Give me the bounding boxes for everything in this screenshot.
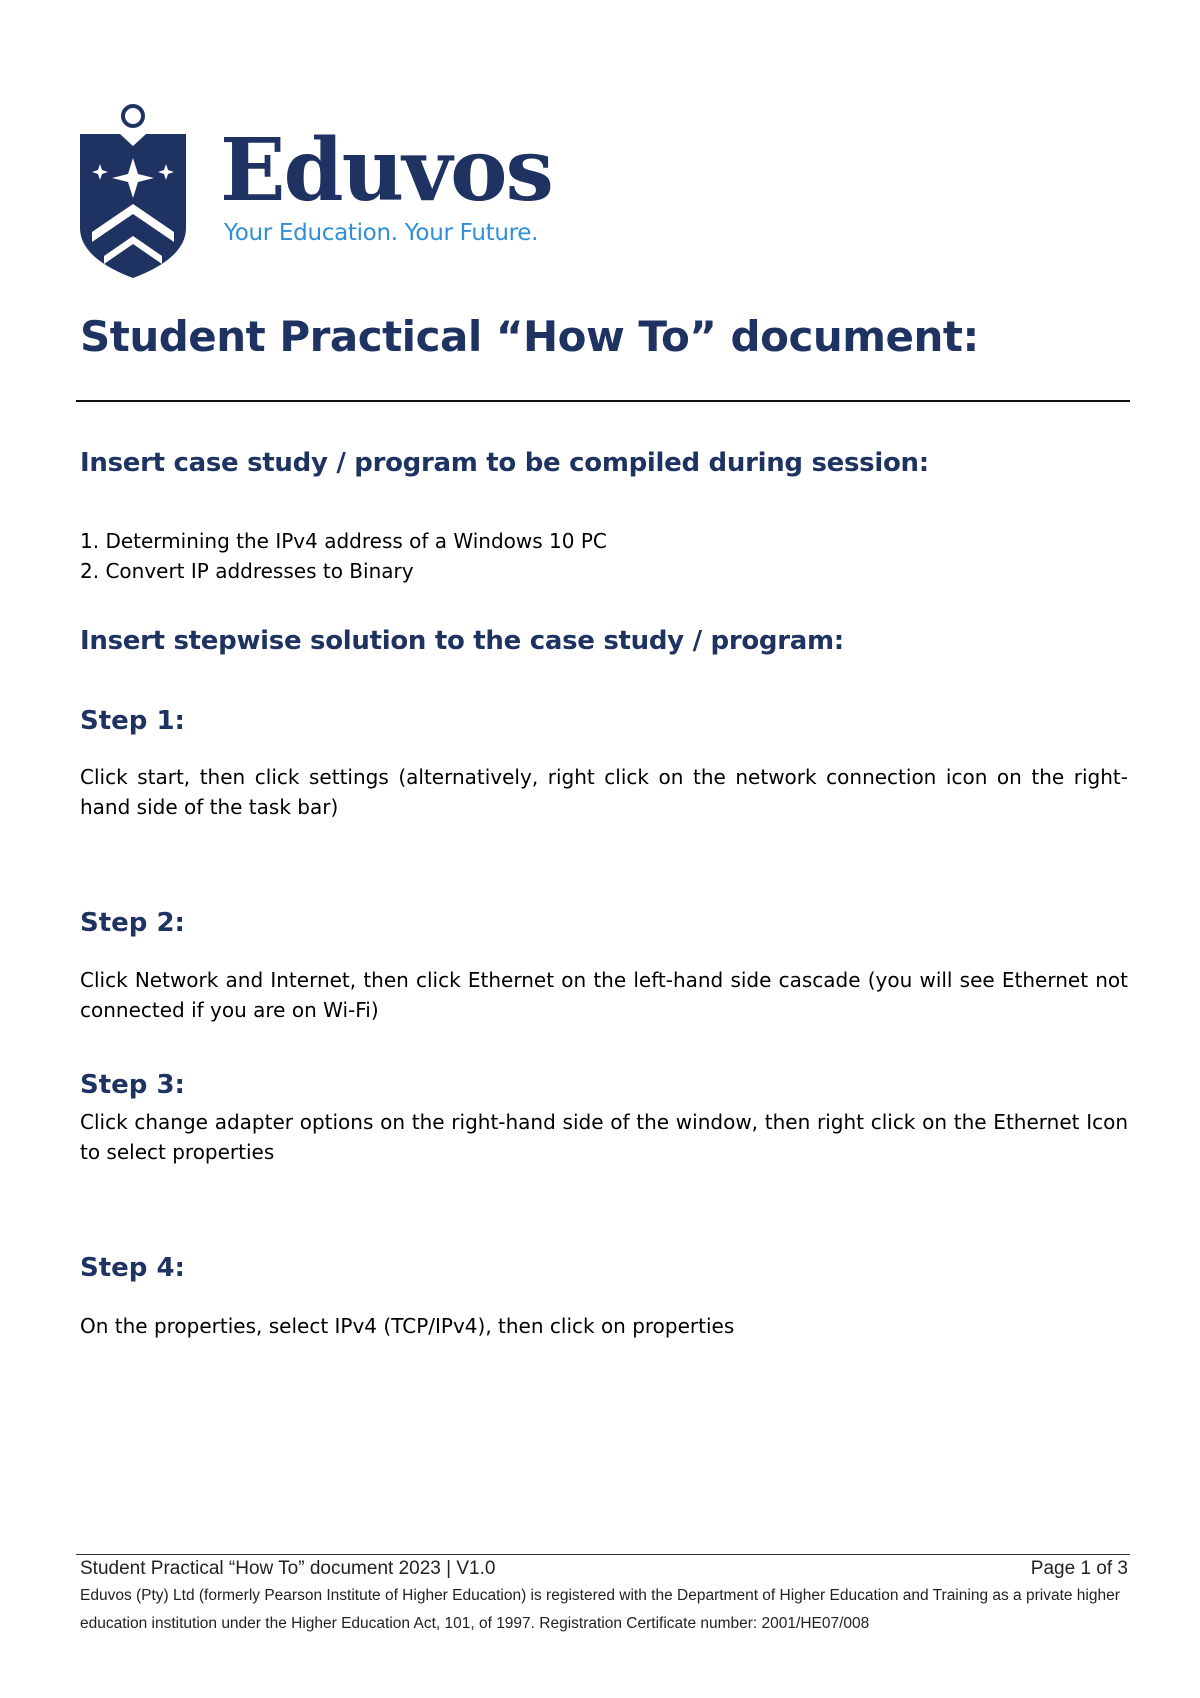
case-study-heading: Insert case study / program to be compiled during session: bbox=[80, 448, 929, 478]
shield-crest-icon bbox=[78, 100, 188, 280]
brand-name: Eduvos bbox=[220, 120, 552, 221]
step-2-heading: Step 2: bbox=[80, 908, 185, 938]
page-number: Page 1 of 3 bbox=[1030, 1558, 1128, 1579]
case-study-list bbox=[80, 526, 607, 586]
step-3-heading: Step 3: bbox=[80, 1070, 185, 1100]
step-1-text: Click start, then click settings (alternatively, right click on the network connection icon on the right-hand side of the task bar) bbox=[80, 765, 1128, 819]
step-4-text: On the properties, select IPv4 (TCP/IPv4), then click on properties bbox=[80, 1314, 735, 1338]
footer-doc-label: Student Practical “How To” document 2023 | V1.0 bbox=[80, 1558, 496, 1579]
title-divider bbox=[76, 400, 1130, 402]
list-item: 1. Determining the IPv4 address of a Windows 10 PC bbox=[80, 529, 607, 553]
footer-divider bbox=[76, 1554, 1130, 1555]
eduvos-logo bbox=[78, 100, 598, 280]
step-3-text: Click change adapter options on the right-hand side of the window, then right click on the Ethernet Icon to select properties bbox=[80, 1110, 1128, 1164]
brand-tagline: Your Education. Your Future. bbox=[224, 220, 539, 246]
footer-legal-text: Eduvos (Pty) Ltd (formerly Pearson Institute of Higher Education) is registered with the Department of Higher Education and Training as a private higher education institution under the Higher Education Act, 101, of 1997. Registration Certificate number: 2001/HE07/008 bbox=[80, 1587, 1120, 1632]
page-title: Student Practical “How To” document: bbox=[80, 312, 979, 361]
step-4-heading: Step 4: bbox=[80, 1253, 185, 1283]
step-2-text: Click Network and Internet, then click Ethernet on the left-hand side cascade (you will see Ethernet not connected if you are on Wi-Fi) bbox=[80, 968, 1128, 1022]
step-1-heading: Step 1: bbox=[80, 706, 185, 736]
solution-heading: Insert stepwise solution to the case study / program: bbox=[80, 626, 844, 656]
list-item: 2. Convert IP addresses to Binary bbox=[80, 559, 414, 583]
